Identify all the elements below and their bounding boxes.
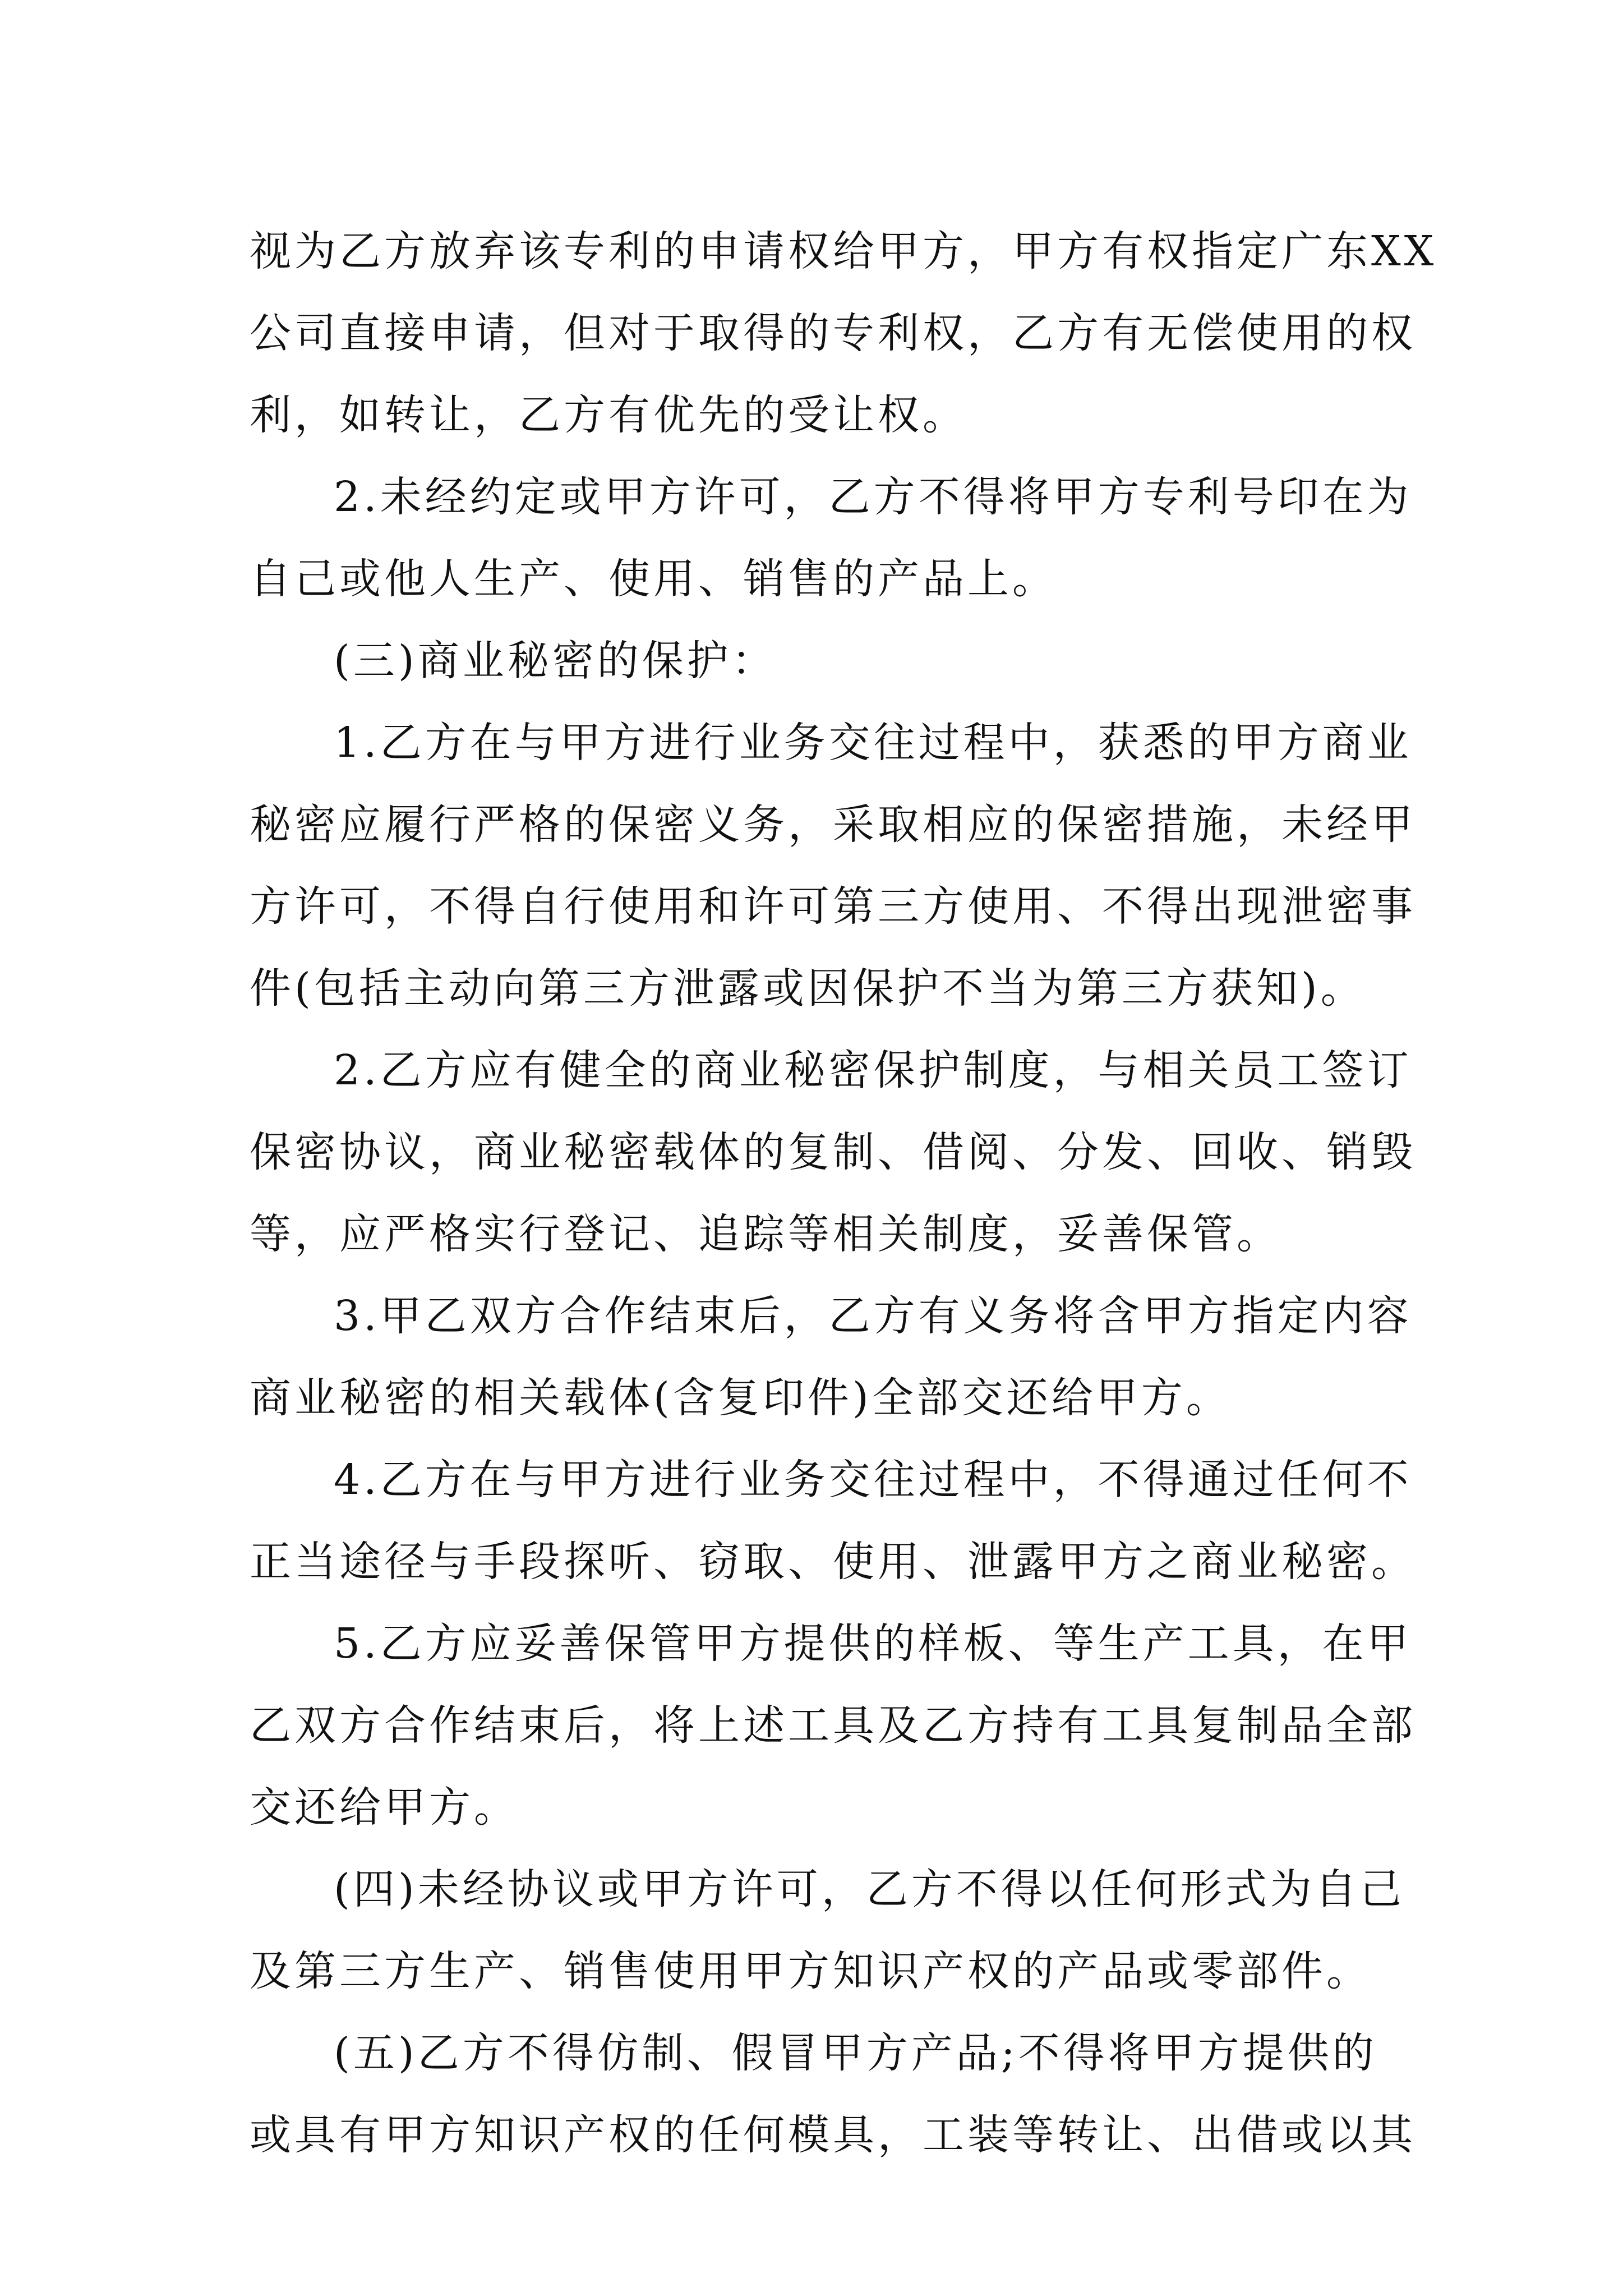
text-line: 乙双方合作结束后，将上述工具及乙方持有工具复制品全部	[250, 1701, 1416, 1750]
text-line: 方许可，不得自行使用和许可第三方使用、不得出现泄密事	[250, 882, 1416, 931]
text-line: 商业秘密的相关载体(含复印件)全部交还给甲方。	[250, 1374, 1231, 1422]
text-line: (五)乙方不得仿制、假冒甲方产品;不得将甲方提供的	[334, 2029, 1377, 2077]
text-line: 5.乙方应妥善保管甲方提供的样板、等生产工具，在甲	[334, 1619, 1412, 1668]
text-line: (四)未经协议或甲方许可，乙方不得以任何形式为自己	[334, 1865, 1405, 1913]
text-line: 1.乙方在与甲方进行业务交往过程中，获悉的甲方商业	[334, 719, 1412, 767]
text-line: 视为乙方放弃该专利的申请权给甲方，甲方有权指定广东XX	[250, 227, 1437, 275]
text-line: 2.未经约定或甲方许可，乙方不得将甲方专利号印在为	[334, 473, 1412, 521]
text-line: 4.乙方在与甲方进行业务交往过程中，不得通过任何不	[334, 1456, 1412, 1504]
text-line: 公司直接申请，但对于取得的专利权，乙方有无偿使用的权	[250, 309, 1416, 357]
text-line: 等，应严格实行登记、追踪等相关制度，妥善保管。	[250, 1210, 1281, 1258]
text-line: 2.乙方应有健全的商业秘密保护制度，与相关员工签订	[334, 1046, 1412, 1094]
text-line: 3.甲乙双方合作结束后，乙方有义务将含甲方指定内容	[334, 1292, 1412, 1340]
text-line: (三)商业秘密的保护：	[334, 637, 777, 685]
text-line: 或具有甲方知识产权的任何模具，工装等转让、出借或以其	[250, 2111, 1416, 2159]
document-body	[250, 210, 1437, 2176]
text-line: 利，如转让，乙方有优先的受让权。	[250, 391, 967, 439]
text-line: 保密协议，商业秘密载体的复制、借阅、分发、回收、销毁	[250, 1128, 1416, 1176]
text-line: 交还给甲方。	[250, 1783, 519, 1832]
text-line: 秘密应履行严格的保密义务，采取相应的保密措施，未经甲	[250, 800, 1416, 849]
text-line: 及第三方生产、销售使用甲方知识产权的产品或零部件。	[250, 1947, 1371, 1995]
text-line: 件(包括主动向第三方泄露或因保护不当为第三方获知)。	[250, 964, 1366, 1013]
text-line: 自己或他人生产、使用、销售的产品上。	[250, 555, 1057, 603]
text-line: 正当途径与手段探听、窃取、使用、泄露甲方之商业秘密。	[250, 1538, 1416, 1586]
